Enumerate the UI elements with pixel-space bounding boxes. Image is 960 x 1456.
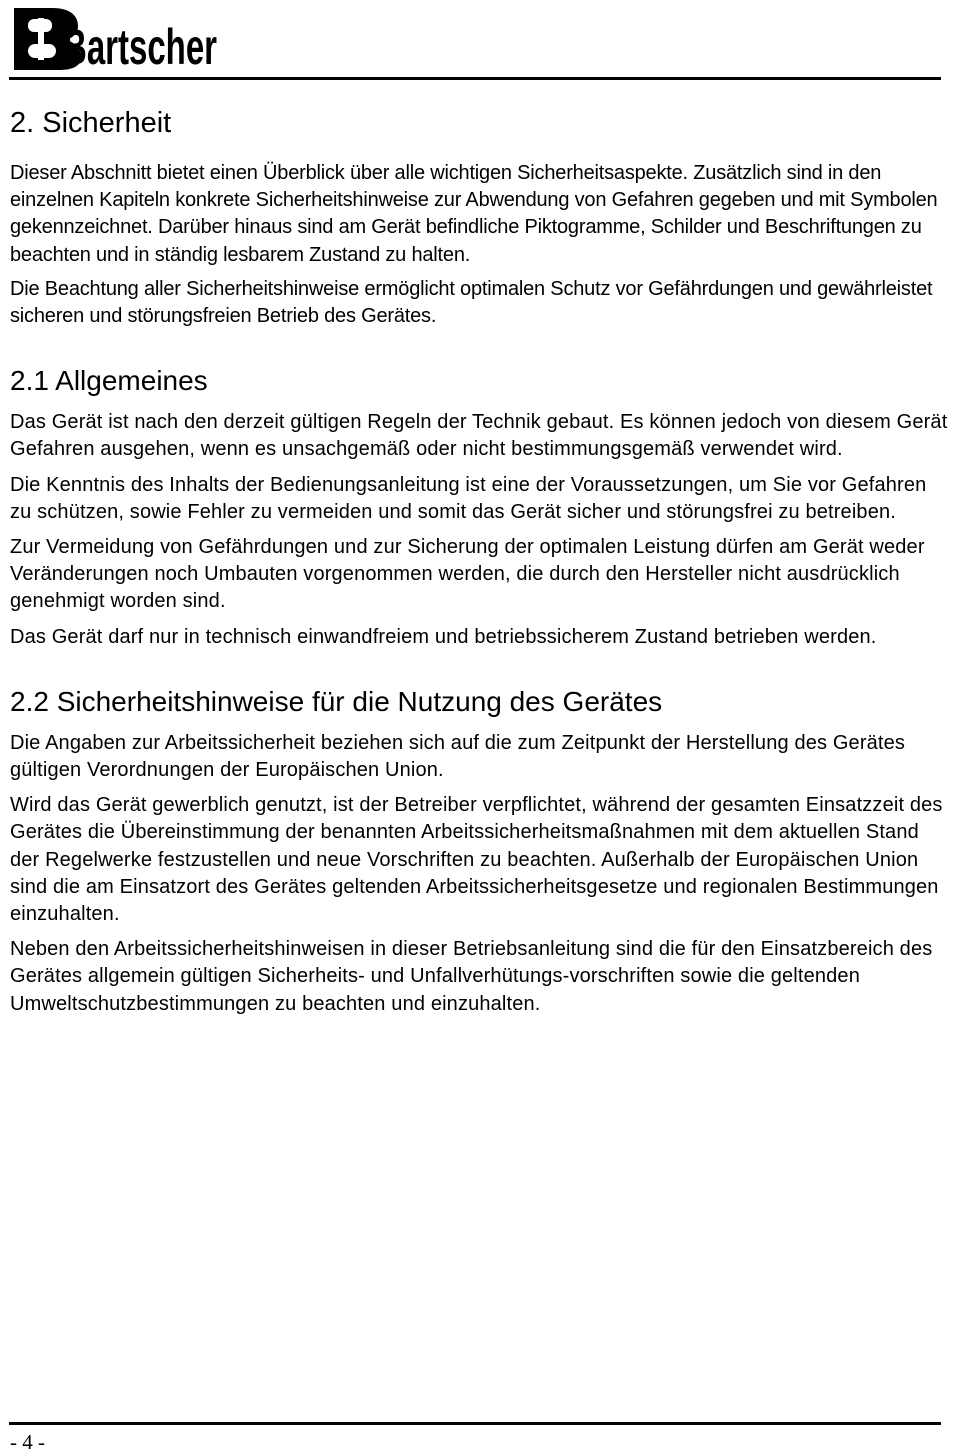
page-number: - 4 - [10, 1430, 45, 1454]
paragraph: Zur Vermeidung von Gefährdungen und zur Sicherung der optimalen Leistung dürfen am Gerät weder Veränderungen noch Umbauten vorgenommen werden, die durch den Hersteller nicht ausdrücklich genehmigt worden sind. [10, 536, 925, 613]
section-title-sicherheitshinweise: 2.2 Sicherheitshinweise für die Nutzung des Gerätes [10, 685, 663, 717]
header-rule [9, 77, 941, 80]
footer-rule [9, 1422, 941, 1425]
paragraph: Das Gerät darf nur in technisch einwandfreiem und betriebssicherem Zustand betrieben werden. [10, 625, 877, 648]
paragraph: Die Kenntnis des Inhalts der Bedienungsanleitung ist eine der Voraussetzungen, um Sie vor Gefahren zu schützen, sowie Fehler zu vermeiden und somit das Gerät sicher und störungsfrei zu betreiben. [10, 473, 927, 523]
paragraph: Die Beachtung aller Sicherheitshinweise ermöglicht optimalen Schutz vor Gefährdungen und gewährleistet sicheren und störungsfreien Betrieb des Gerätes. [10, 277, 933, 328]
paragraph: Dieser Abschnitt bietet einen Überblick über alle wichtigen Sicherheitsaspekte. Zusätzlich sind in den einzelnen Kapiteln konkrete Sicherheitshinweise zur Abwendung von Gefahren gegeben und mit Symbolen gekennzeichnet. Darüber hinaus sind am Gerät befindliche Piktogramme, Schilder und Beschriftungen zu beachten und in ständig lesbarem Zustand zu halten. [10, 162, 938, 266]
paragraph: Die Angaben zur Arbeitssicherheit beziehen sich auf die zum Zeitpunkt der Herstellung des Gerätes gültigen Verordnungen der Europäischen Union. [10, 731, 906, 782]
bartscher-logo [12, 2, 217, 75]
paragraph: Das Gerät ist nach den derzeit gültigen Regeln der Technik gebaut. Es können jedoch von diesem Gerät Gefahren ausgehen, wenn es unsachgemäß oder nicht bestimmungsgemäß verwendet wird. [10, 411, 948, 461]
section-title-sicherheit: 2. Sicherheit [10, 107, 172, 139]
paragraph: Wird das Gerät gewerblich genutzt, ist der Betreiber verpflichtet, während der gesamten Einsatzzeit des Gerätes die Übereinstimmung der benannten Arbeitssicherheitsmaßnahmen mit dem aktuellen Stand der Regelwerke festzustellen und neue Vorschriften zu beachten. Außerhalb der Europäischen Union sind die am Einsatzort des Gerätes geltenden Arbeitssicherheitsgesetze und regionalen Bestimmungen einzuhalten. [10, 794, 943, 926]
section-title-allgemeines: 2.1 Allgemeines [10, 365, 208, 397]
page-content [10, 104, 950, 1018]
paragraph: Neben den Arbeitssicherheitshinweisen in dieser Betriebsanleitung sind die für den Einsatzbereich des Gerätes allgemein gültigen Sicherheits- und Unfallverhütungs-vorschriften sowie die geltenden Umweltschutzbestimmungen zu beachten und einzuhalten. [10, 938, 933, 1015]
brand-text: Bartscher [63, 19, 217, 75]
